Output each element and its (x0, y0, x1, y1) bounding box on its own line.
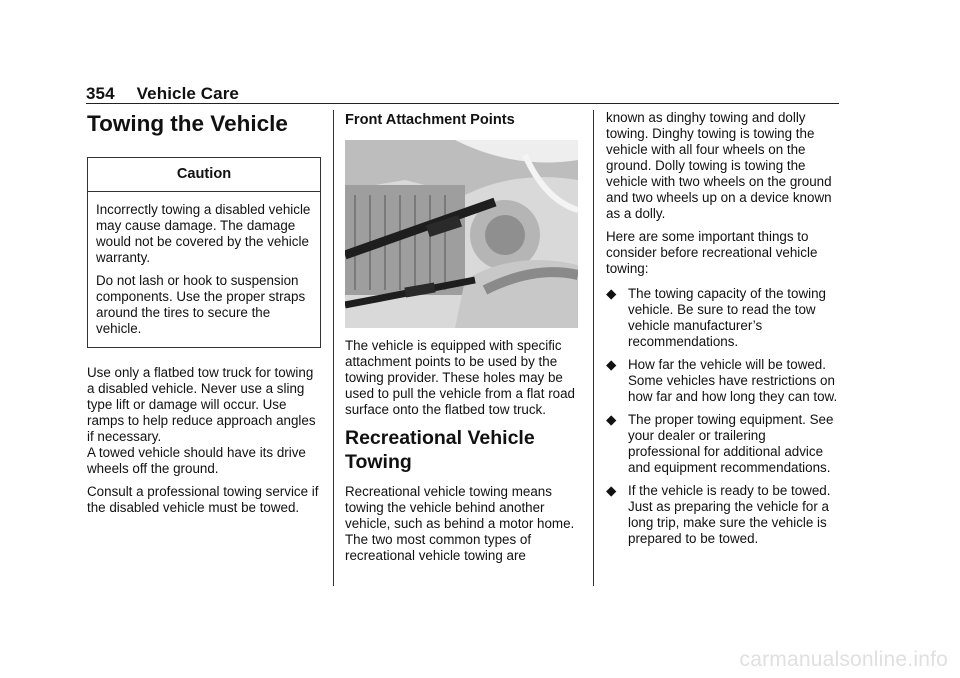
list-item (606, 412, 840, 476)
list-item-text: The towing capacity of the towing vehicle. Be sure to read the tow vehicle manufacturer’s recommendations. (628, 286, 826, 349)
page-number: 354 (86, 84, 115, 103)
subheading-front-attachment: Front Attachment Points (345, 112, 515, 128)
running-header (86, 84, 239, 104)
middle-column (345, 111, 579, 571)
list-item (606, 286, 840, 350)
list-item (606, 357, 840, 405)
list-item-text: How far the vehicle will be towed. Some vehicles have restrictions on how far and how long they can tow. (628, 357, 838, 404)
towing-paragraph-1a: Use only a flatbed tow truck for towing a disabled vehicle. Never use a sling type lift or damage will occur. Use ramps to help reduce approach angles if necessary. (87, 365, 316, 444)
column-divider-1 (333, 110, 334, 586)
caution-paragraph-1: Incorrectly towing a disabled vehicle may cause damage. The damage would not be covered by the vehicle warranty. (96, 202, 311, 265)
attachment-paragraph: The vehicle is equipped with specific attachment points to be used by the towing provider. These holes may be used to pull the vehicle from a flat road surface onto the flatbed tow truck. (345, 338, 576, 417)
recreational-paragraph: Recreational vehicle towing means towing the vehicle behind another vehicle, such as behind a motor home. The two most common types of recreational vehicle towing are (345, 484, 575, 563)
column-divider-2 (593, 110, 594, 586)
header-rule (86, 103, 839, 104)
towing-paragraph-1b: A towed vehicle should have its drive wheels off the ground. (87, 445, 306, 476)
caution-box (87, 157, 321, 348)
list-item-text: If the vehicle is ready to be towed. Just as preparing the vehicle for a long trip, make sure the vehicle is prepared to be towed. (628, 483, 831, 546)
dinghy-dolly-paragraph: known as dinghy towing and dolly towing. Dinghy towing is towing the vehicle with all four wheels on the ground. Dolly towing is towing the vehicle with two wheels on the ground and two wheels up on a device known as a dolly. (606, 110, 832, 221)
section-title-towing: Towing the Vehicle (87, 111, 288, 136)
towing-paragraph-2: Consult a professional towing service if the disabled vehicle must be towed. (87, 484, 319, 515)
watermark: carmanualsonline.info (739, 648, 948, 671)
front-attachment-points-photo (345, 140, 578, 328)
bullet-icon: ◆ (606, 286, 617, 301)
considerations-intro: Here are some important things to consider before recreational vehicle towing: (606, 229, 818, 276)
bullet-icon: ◆ (606, 412, 617, 427)
front-attachment-photo (345, 140, 578, 328)
bullet-icon: ◆ (606, 483, 617, 498)
caution-title: Caution (88, 158, 320, 192)
list-item-text: The proper towing equipment. See your dealer or trailering professional for additional advice and equipment recommendations. (628, 412, 834, 475)
header-section-title: Vehicle Care (136, 84, 239, 103)
left-column (87, 111, 321, 523)
considerations-list (606, 286, 840, 547)
section-title-recreational: Recreational Vehicle Towing (345, 427, 535, 473)
list-item (606, 483, 840, 547)
bullet-icon: ◆ (606, 357, 617, 372)
caution-paragraph-2: Do not lash or hook to suspension components. Use the proper straps around the tires to secure the vehicle. (96, 273, 306, 336)
caution-body (88, 192, 320, 347)
right-column (606, 110, 840, 554)
